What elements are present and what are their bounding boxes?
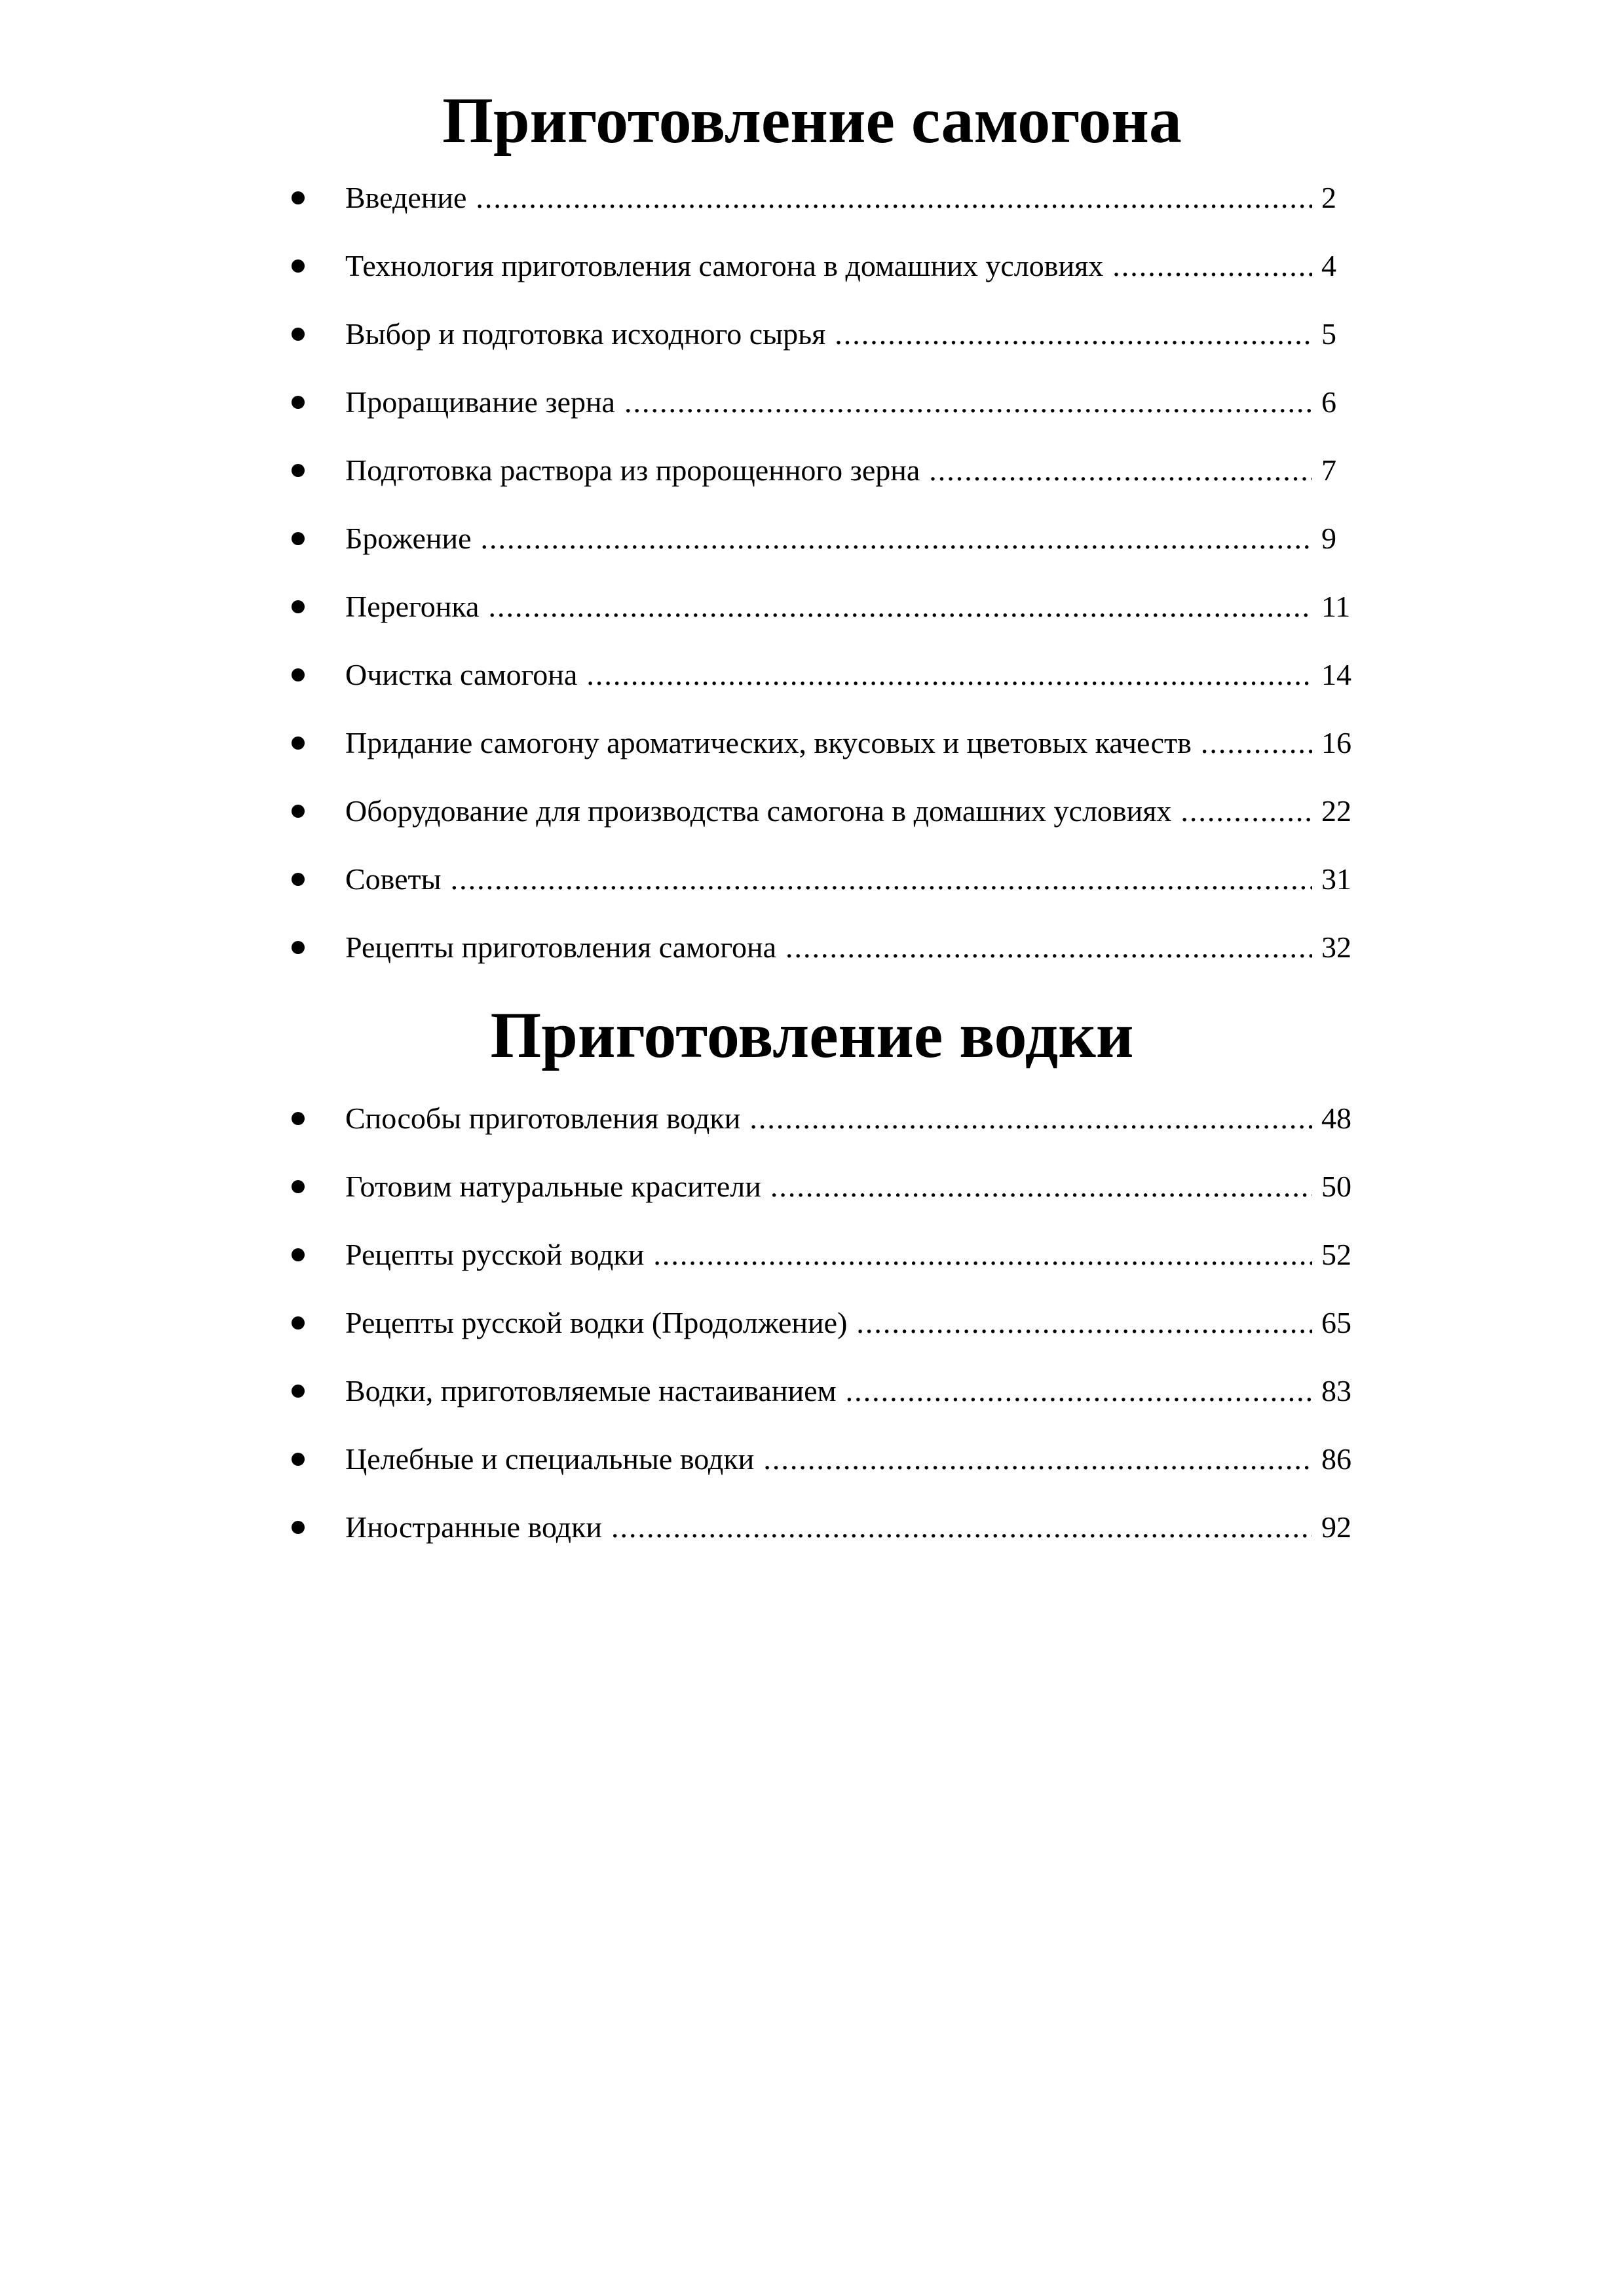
toc-entry[interactable] bbox=[0, 1166, 1624, 1234]
toc-list-vodka bbox=[0, 1098, 1624, 1575]
dot-leader bbox=[586, 654, 1312, 696]
toc-entry-label: Рецепты русской водки (Продолжение) bbox=[345, 1306, 848, 1339]
dot-leader bbox=[749, 1098, 1312, 1139]
dot-leader bbox=[624, 381, 1312, 423]
toc-entry-page-number: 6 bbox=[1321, 385, 1336, 419]
toc-entry-page-number: 92 bbox=[1321, 1510, 1351, 1544]
toc-entry[interactable] bbox=[0, 1098, 1624, 1166]
toc-entry-line bbox=[345, 450, 1354, 495]
toc-entry[interactable] bbox=[0, 177, 1624, 245]
dot-leader bbox=[835, 313, 1312, 355]
toc-entry-line bbox=[345, 1098, 1354, 1143]
bullet-icon bbox=[292, 396, 305, 409]
dot-leader bbox=[451, 858, 1312, 900]
toc-entry-label: Целебные и специальные водки bbox=[345, 1442, 755, 1476]
toc-entry-label: Очистка самогона bbox=[345, 658, 578, 691]
toc-entry[interactable] bbox=[0, 313, 1624, 381]
toc-entry-page-number: 11 bbox=[1321, 590, 1351, 623]
toc-entry-line bbox=[345, 1506, 1354, 1552]
toc-entry-line bbox=[345, 1166, 1354, 1212]
toc-entry-page-number: 9 bbox=[1321, 522, 1336, 555]
dot-leader bbox=[653, 1234, 1312, 1276]
bullet-icon bbox=[292, 464, 305, 477]
dot-leader bbox=[1180, 790, 1312, 832]
toc-entry-label: Способы приготовления водки bbox=[345, 1101, 741, 1135]
bullet-icon bbox=[292, 1112, 305, 1125]
toc-entry-page-number: 50 bbox=[1321, 1170, 1351, 1203]
dot-leader bbox=[476, 177, 1312, 219]
toc-entry-label: Подготовка раствора из пророщенного зерна bbox=[345, 453, 920, 487]
toc-entry-label: Перегонка bbox=[345, 590, 480, 623]
dot-leader bbox=[611, 1506, 1312, 1548]
toc-entry-line bbox=[345, 586, 1354, 632]
dot-leader bbox=[1201, 722, 1312, 764]
bullet-icon bbox=[292, 941, 305, 954]
toc-entry[interactable] bbox=[0, 518, 1624, 586]
toc-entry-line bbox=[345, 381, 1354, 427]
toc-list-samogon bbox=[0, 177, 1624, 995]
dot-leader bbox=[763, 1438, 1312, 1480]
toc-entry-label: Оборудование для производства самогона в домашних условиях bbox=[345, 794, 1172, 828]
dot-leader bbox=[1112, 245, 1312, 287]
toc-entry-line bbox=[345, 518, 1354, 564]
toc-entry-line bbox=[345, 790, 1354, 836]
toc-entry-line bbox=[345, 177, 1354, 223]
toc-entry-label: Проращивание зерна bbox=[345, 385, 615, 419]
toc-entry-label: Технология приготовления самогона в домашних условиях bbox=[345, 249, 1104, 282]
toc-entry-page-number: 4 bbox=[1321, 249, 1336, 282]
toc-entry[interactable] bbox=[0, 1506, 1624, 1575]
bullet-icon bbox=[292, 259, 305, 273]
toc-entry-page-number: 52 bbox=[1321, 1238, 1351, 1271]
toc-entry-line bbox=[345, 654, 1354, 700]
bullet-icon bbox=[292, 532, 305, 545]
toc-entry-label: Брожение bbox=[345, 522, 472, 555]
toc-entry-label: Придание самогону ароматических, вкусовых и цветовых качеств bbox=[345, 726, 1192, 759]
dot-leader bbox=[488, 586, 1312, 628]
toc-entry[interactable] bbox=[0, 927, 1624, 995]
toc-entry-line bbox=[345, 1302, 1354, 1348]
toc-entry-page-number: 31 bbox=[1321, 862, 1351, 896]
toc-entry[interactable] bbox=[0, 1438, 1624, 1506]
toc-entry-page-number: 86 bbox=[1321, 1442, 1351, 1476]
bullet-icon bbox=[292, 191, 305, 204]
bullet-icon bbox=[292, 1316, 305, 1330]
toc-entry[interactable] bbox=[0, 790, 1624, 858]
bullet-icon bbox=[292, 737, 305, 750]
toc-entry[interactable] bbox=[0, 1234, 1624, 1302]
bullet-icon bbox=[292, 600, 305, 613]
toc-entry-label: Готовим натуральные красители bbox=[345, 1170, 761, 1203]
toc-entry-line bbox=[345, 722, 1354, 768]
toc-entry-page-number: 83 bbox=[1321, 1374, 1351, 1407]
toc-entry-line bbox=[345, 1234, 1354, 1280]
bullet-icon bbox=[292, 328, 305, 341]
bullet-icon bbox=[292, 1180, 305, 1193]
bullet-icon bbox=[292, 1385, 305, 1398]
toc-entry-page-number: 5 bbox=[1321, 317, 1336, 351]
toc-entry-page-number: 16 bbox=[1321, 726, 1351, 759]
toc-entry-page-number: 65 bbox=[1321, 1306, 1351, 1339]
toc-entry-page-number: 7 bbox=[1321, 453, 1336, 487]
toc-entry-line bbox=[345, 313, 1354, 359]
bullet-icon bbox=[292, 1248, 305, 1261]
toc-entry[interactable] bbox=[0, 381, 1624, 450]
toc-entry-label: Водки, приготовляемые настаиванием bbox=[345, 1374, 837, 1407]
bullet-icon bbox=[292, 805, 305, 818]
toc-entry-page-number: 14 bbox=[1321, 658, 1351, 691]
dot-leader bbox=[481, 518, 1312, 560]
dot-leader bbox=[770, 1166, 1312, 1208]
section-title-vodka: Приготовление водки bbox=[490, 999, 1134, 1071]
toc-entry-line bbox=[345, 927, 1354, 972]
toc-entry[interactable] bbox=[0, 450, 1624, 518]
toc-entry-page-number: 2 bbox=[1321, 181, 1336, 214]
toc-entry-label: Рецепты приготовления самогона bbox=[345, 930, 777, 964]
toc-entry[interactable] bbox=[0, 245, 1624, 313]
dot-leader bbox=[929, 450, 1312, 491]
toc-entry-label: Выбор и подготовка исходного сырья bbox=[345, 317, 826, 351]
toc-entry-label: Рецепты русской водки bbox=[345, 1238, 645, 1271]
toc-entry-line bbox=[345, 1438, 1354, 1484]
bullet-icon bbox=[292, 873, 305, 886]
toc-entry-label: Советы bbox=[345, 862, 442, 896]
bullet-icon bbox=[292, 668, 305, 681]
toc-entry[interactable] bbox=[0, 586, 1624, 654]
bullet-icon bbox=[292, 1521, 305, 1534]
toc-entry[interactable] bbox=[0, 1370, 1624, 1438]
toc-entry[interactable] bbox=[0, 654, 1624, 722]
toc-entry-line bbox=[345, 1370, 1354, 1416]
toc-entry-line bbox=[345, 858, 1354, 904]
section-title-samogon: Приготовление самогона bbox=[442, 84, 1182, 157]
dot-leader bbox=[785, 927, 1312, 968]
toc-entry-page-number: 22 bbox=[1321, 794, 1351, 828]
toc-entry-label: Введение bbox=[345, 181, 467, 214]
toc-entry[interactable] bbox=[0, 722, 1624, 790]
dot-leader bbox=[856, 1302, 1312, 1344]
bullet-icon bbox=[292, 1453, 305, 1466]
toc-entry-page-number: 32 bbox=[1321, 930, 1351, 964]
toc-entry-page-number: 48 bbox=[1321, 1101, 1351, 1135]
toc-entry-line bbox=[345, 245, 1354, 291]
toc-entry[interactable] bbox=[0, 1302, 1624, 1370]
toc-entry[interactable] bbox=[0, 858, 1624, 927]
dot-leader bbox=[846, 1370, 1312, 1412]
toc-entry-label: Иностранные водки bbox=[345, 1510, 602, 1544]
